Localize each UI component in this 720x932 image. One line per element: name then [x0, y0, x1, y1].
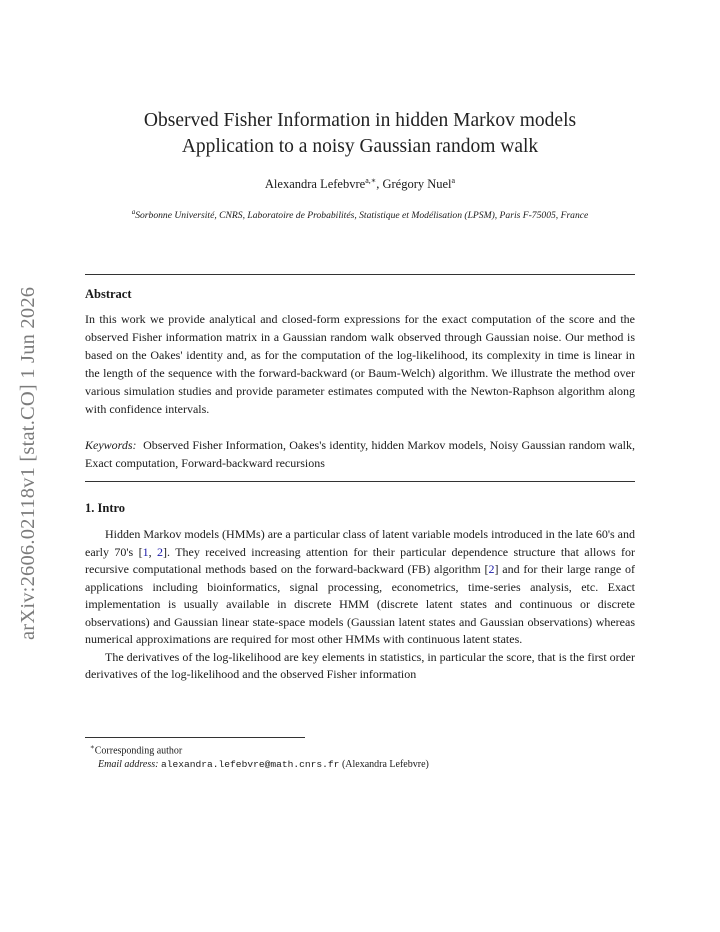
author-2-marks: a: [451, 176, 456, 185]
author-1: Alexandra Lefebvre: [264, 177, 366, 191]
title-line-2: Application to a noisy Gaussian random walk: [181, 136, 539, 157]
abstract-bottom-rule: [85, 481, 635, 482]
title-line-1: Observed Fisher Information in hidden Markov models: [143, 110, 577, 131]
citation-link[interactable]: 2: [488, 562, 495, 576]
email-link[interactable]: alexandra.lefebvre@math.cnrs.fr: [160, 759, 340, 771]
abstract-top-rule: [85, 274, 635, 275]
footnote-email: Email address: alexandra.lefebvre@math.cnrs.fr (Alexandra Lefebvre): [98, 759, 429, 771]
author-list: Alexandra Lefebvre$^{a,∗}$, Grégory Nuel$^a$: [264, 176, 456, 191]
citation-link[interactable]: 1: [142, 544, 149, 559]
paper-title: [0, 108, 720, 160]
abstract-text: In this work we provide analytical and closed-form expressions for the exact computation of the score and the observed Fisher information matrix in a Gaussian random walk observed through Gaussian noise. Our method is based on the Oakes' identity and, as for the computation of the log-likelihood, its complexity in time is linear in the length of the sequence with the forward-backward (or Baum-Welch) algorithm. We illustrate the method over various simulation studies and provide parameter estimates computed with the Newton-Raphson algorithm along with confidence intervals.: [85, 312, 635, 416]
footnote-corresponding: ∗Corresponding author: [90, 743, 183, 757]
intro-paragraph-1: Hidden Markov models (HMMs) are a particular class of latent variable models introduced in the late 60's and early 70's [1, 2]. They received increasing attention for their particular dependence structure that allows for recursive computational methods based on the forward-backward (FB) algorithm [2] and for their large range of applications including bioinformatics, signal processing, econometrics, time-series analysis, etc. Exact implementation is usually available in discrete HMM (discrete latent states and continuous or discrete observations) and Gaussian linear state-space models (Gaussian latent states and Gaussian observations) whereas numerical approximations are required for most other HMMs with continuous latent states.: [85, 527, 636, 646]
intro-paragraph-2: The derivatives of the log-likelihood are key elements in statistics, in particular the score, that is the first order derivatives of the log-likelihood and the observed Fisher information: [85, 649, 635, 681]
affiliation: $^a$Sorbonne Université, CNRS, Laboratoire de Probabilités, Statistique et Modélisation (LPSM), Paris F-75005, France: [131, 208, 589, 221]
section-heading-intro: 1. Intro: [85, 501, 126, 515]
keywords-label: Keywords:: [85, 438, 137, 452]
footnote-rule: [85, 737, 305, 738]
arxiv-identifier: arXiv:2606.02118v1 [stat.CO] 1 Jun 2026: [17, 286, 39, 640]
footnotes: [90, 740, 429, 772]
keywords-text: Observed Fisher Information, Oakes's identity, hidden Markov models, Noisy Gaussian random walk, Exact computation, Forward-backward recursions: [85, 438, 636, 470]
author-2: Grégory Nuel: [382, 177, 452, 191]
citation-link[interactable]: 2: [157, 544, 164, 559]
author-1-marks: a,∗: [365, 176, 377, 185]
keywords: [85, 436, 635, 472]
abstract-heading: Abstract: [85, 287, 132, 301]
intro-body: [85, 526, 635, 684]
